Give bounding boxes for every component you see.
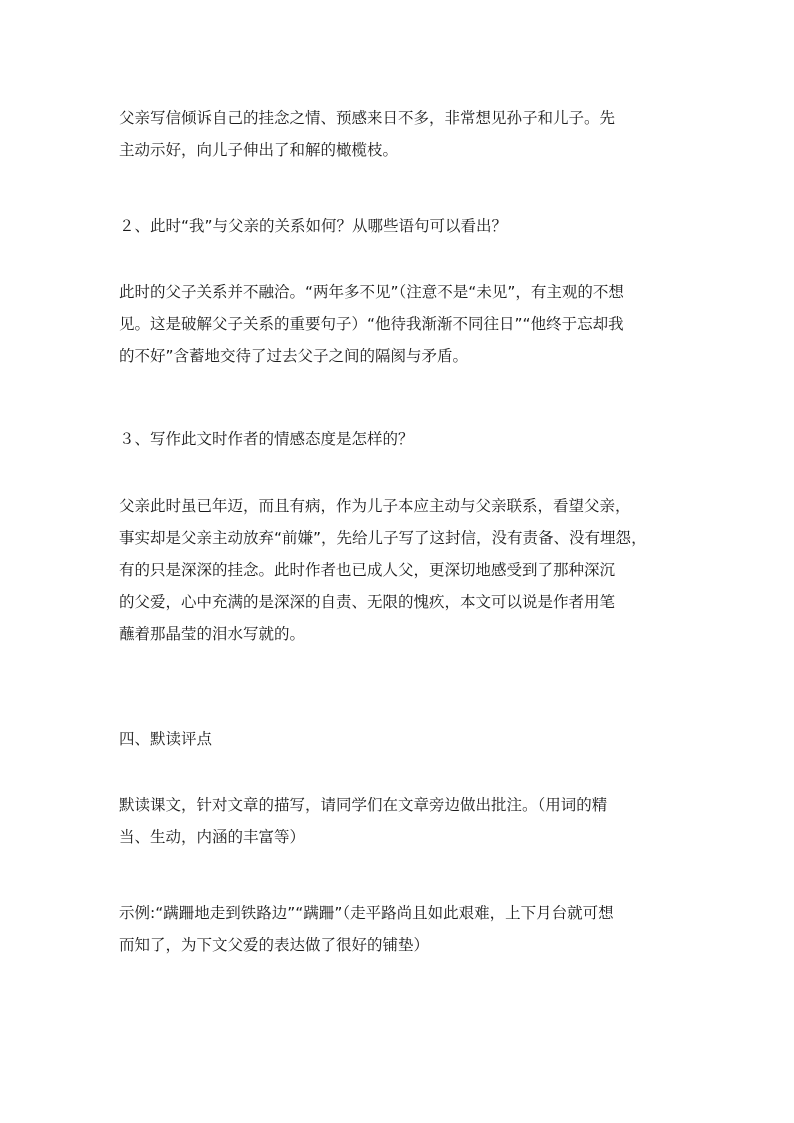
text-line: 当、生动，内涵的丰富等）: [119, 828, 306, 846]
text-line: 父亲此时虽已年迈，而且有病，作为儿子本应主动与父亲联系，看望父亲，: [119, 497, 631, 515]
text-line: 此时的父子关系并不融洽。“两年多不见”（注意不是“未见”，有主观的不想: [119, 283, 624, 301]
text-line: 示例:“蹒跚地走到铁路边”“蹒跚”（走平路尚且如此艰难，上下月台就可想: [119, 904, 614, 922]
answer-3-paragraph: [119, 490, 679, 650]
instruction-paragraph: [119, 789, 679, 853]
text-line: 见。这是破解父子关系的重要句子）“他待我渐渐不同往日”“他终于忘却我: [119, 315, 624, 333]
section-4-heading: [119, 723, 679, 755]
text-line: 蘸着那晶莹的泪水写就的。: [119, 625, 306, 643]
text-line: 有的只是深深的挂念。此时作者也已成人父，更深切地感受到了那种深沉: [119, 561, 616, 579]
question-2-heading: [119, 210, 679, 242]
question-3-heading: [119, 423, 679, 455]
text-line: 的不好”含蓄地交待了过去父子之间的隔阂与矛盾。: [119, 347, 469, 365]
text-line: 主动示好，向儿子伸出了和解的橄榄枝。: [119, 141, 399, 159]
text-line: 的父爱，心中充满的是深深的自责、无限的愧疚，本文可以说是作者用笔: [119, 593, 616, 611]
text-line: ３、写作此文时作者的情感态度是怎样的？: [119, 430, 414, 448]
text-line: ２、此时“我”与父亲的关系如何？从哪些语句可以看出？: [119, 217, 508, 235]
text-line: 而知了，为下文父爱的表达做了很好的铺垫）: [119, 936, 430, 954]
text-line: 父亲写信倾诉自己的挂念之情、预感来日不多，非常想见孙子和儿子。先: [119, 109, 616, 127]
answer-1-paragraph: [119, 102, 679, 166]
text-line: 四、默读评点: [119, 730, 213, 748]
answer-2-paragraph: [119, 276, 679, 372]
example-paragraph: [119, 897, 679, 961]
text-line: 事实却是父亲主动放弃“前嫌”，先给儿子写了这封信，没有责备、没有埋怨，: [119, 529, 647, 547]
text-line: 默读课文，针对文章的描写，请同学们在文章旁边做出批注。（用词的精: [119, 796, 608, 814]
